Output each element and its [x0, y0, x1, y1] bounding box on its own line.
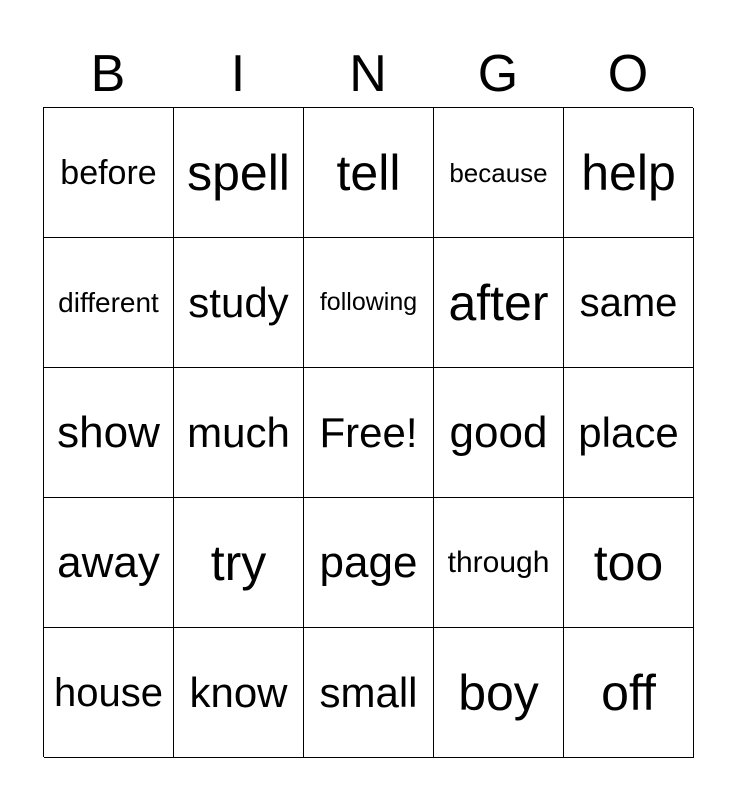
- bingo-cell[interactable]: study: [174, 238, 304, 368]
- bingo-cell[interactable]: different: [44, 238, 174, 368]
- bingo-cell[interactable]: know: [174, 628, 304, 758]
- bingo-cell[interactable]: after: [434, 238, 564, 368]
- bingo-cell[interactable]: too: [564, 498, 694, 628]
- header-letter-g: G: [477, 45, 519, 103]
- bingo-cell[interactable]: small: [304, 628, 434, 758]
- bingo-cell[interactable]: house: [44, 628, 174, 758]
- bingo-header: [43, 40, 693, 108]
- header-letter-b: B: [90, 45, 126, 103]
- free-space-cell[interactable]: Free!: [304, 368, 434, 498]
- bingo-cell[interactable]: through: [434, 498, 564, 628]
- bingo-cell[interactable]: spell: [174, 108, 304, 238]
- bingo-cell[interactable]: help: [564, 108, 694, 238]
- bingo-cell[interactable]: much: [174, 368, 304, 498]
- header-letter-n: N: [349, 45, 387, 103]
- bingo-cell[interactable]: good: [434, 368, 564, 498]
- bingo-card: [43, 107, 693, 757]
- bingo-cell[interactable]: same: [564, 238, 694, 368]
- bingo-cell[interactable]: because: [434, 108, 564, 238]
- bingo-cell[interactable]: before: [44, 108, 174, 238]
- bingo-cell[interactable]: place: [564, 368, 694, 498]
- bingo-cell[interactable]: tell: [304, 108, 434, 238]
- bingo-cell[interactable]: try: [174, 498, 304, 628]
- bingo-cell[interactable]: following: [304, 238, 434, 368]
- header-letter-i: I: [230, 45, 246, 103]
- bingo-cell[interactable]: off: [564, 628, 694, 758]
- bingo-cell[interactable]: boy: [434, 628, 564, 758]
- bingo-cell[interactable]: show: [44, 368, 174, 498]
- bingo-cell[interactable]: away: [44, 498, 174, 628]
- header-letter-o: O: [607, 45, 649, 103]
- bingo-cell[interactable]: page: [304, 498, 434, 628]
